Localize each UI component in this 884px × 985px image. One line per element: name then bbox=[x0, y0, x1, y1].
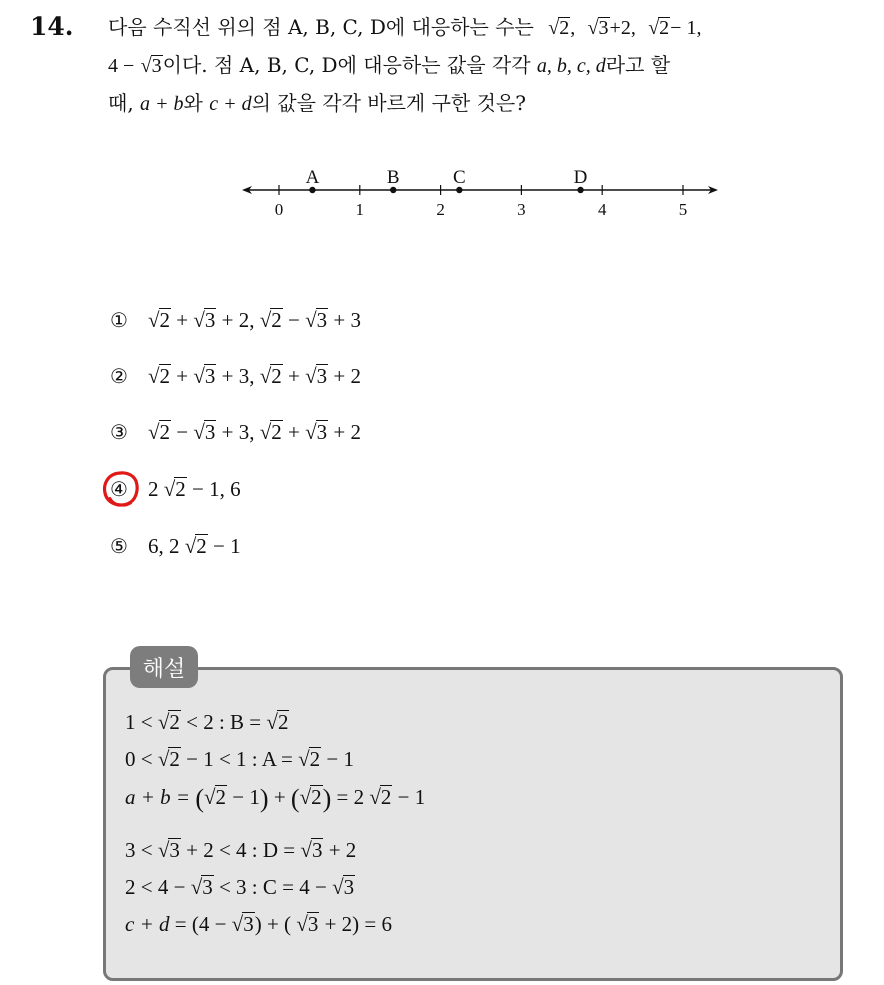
question-line-3: 때, a + b와 c + d의 값을 각각 바르게 구한 것은? bbox=[108, 91, 526, 115]
number-line bbox=[240, 160, 730, 230]
point-label-C: C bbox=[453, 167, 466, 188]
solution-line-2: 0 < √2 − 1 < 1 : A = √2 − 1 bbox=[125, 747, 354, 771]
solution-tab: 해설 bbox=[130, 646, 198, 688]
choice-4[interactable]: ④ 2 √2 − 1, 6 bbox=[110, 477, 241, 502]
choice-2[interactable]: ② √2 + √3 + 3, √2 + √3 + 2 bbox=[110, 364, 361, 388]
point-label-A: A bbox=[305, 167, 320, 188]
question-line-1: 다음 수직선 위의 점 A, B, C, D에 대응하는 수는 √2, √3+2, √2− 1, bbox=[108, 15, 702, 39]
tick-label-0: 0 bbox=[274, 200, 284, 219]
choice-1[interactable]: ① √2 + √3 + 2, √2 − √3 + 3 bbox=[110, 308, 361, 332]
choice-3[interactable]: ③ √2 − √3 + 3, √2 + √3 + 2 bbox=[110, 420, 361, 444]
question-line-2: 4 − √3이다. 점 A, B, C, D에 대응하는 값을 각각 a, b, c, d라고 할 bbox=[108, 53, 671, 77]
solution-line-5: 2 < 4 − √3 < 3 : C = 4 − √3 bbox=[125, 875, 355, 899]
solution-line-6: c + d = (4 − √3) + ( √3 + 2) = 6 bbox=[125, 912, 393, 936]
tick-label-4: 4 bbox=[597, 200, 607, 219]
tick-label-3: 3 bbox=[517, 200, 526, 219]
tick-label-5: 5 bbox=[678, 200, 688, 219]
solution-line-1: 1 < √2 < 2 : B = √2 bbox=[125, 710, 289, 734]
tick-label-1: 1 bbox=[355, 200, 365, 219]
solution-line-4: 3 < √3 + 2 < 4 : D = √3 + 2 bbox=[125, 838, 357, 862]
point-label-B: B bbox=[386, 167, 400, 188]
choice-5[interactable]: ⑤ 6, 2 √2 − 1 bbox=[110, 534, 241, 558]
question-number: 14. bbox=[30, 12, 74, 41]
tick-label-2: 2 bbox=[436, 200, 445, 219]
point-label-D: D bbox=[573, 167, 588, 188]
solution-line-3: a + b = (√2 − 1) + (√2) = 2 √2 − 1 bbox=[125, 784, 426, 813]
answer-circle-mark-icon bbox=[100, 468, 142, 510]
